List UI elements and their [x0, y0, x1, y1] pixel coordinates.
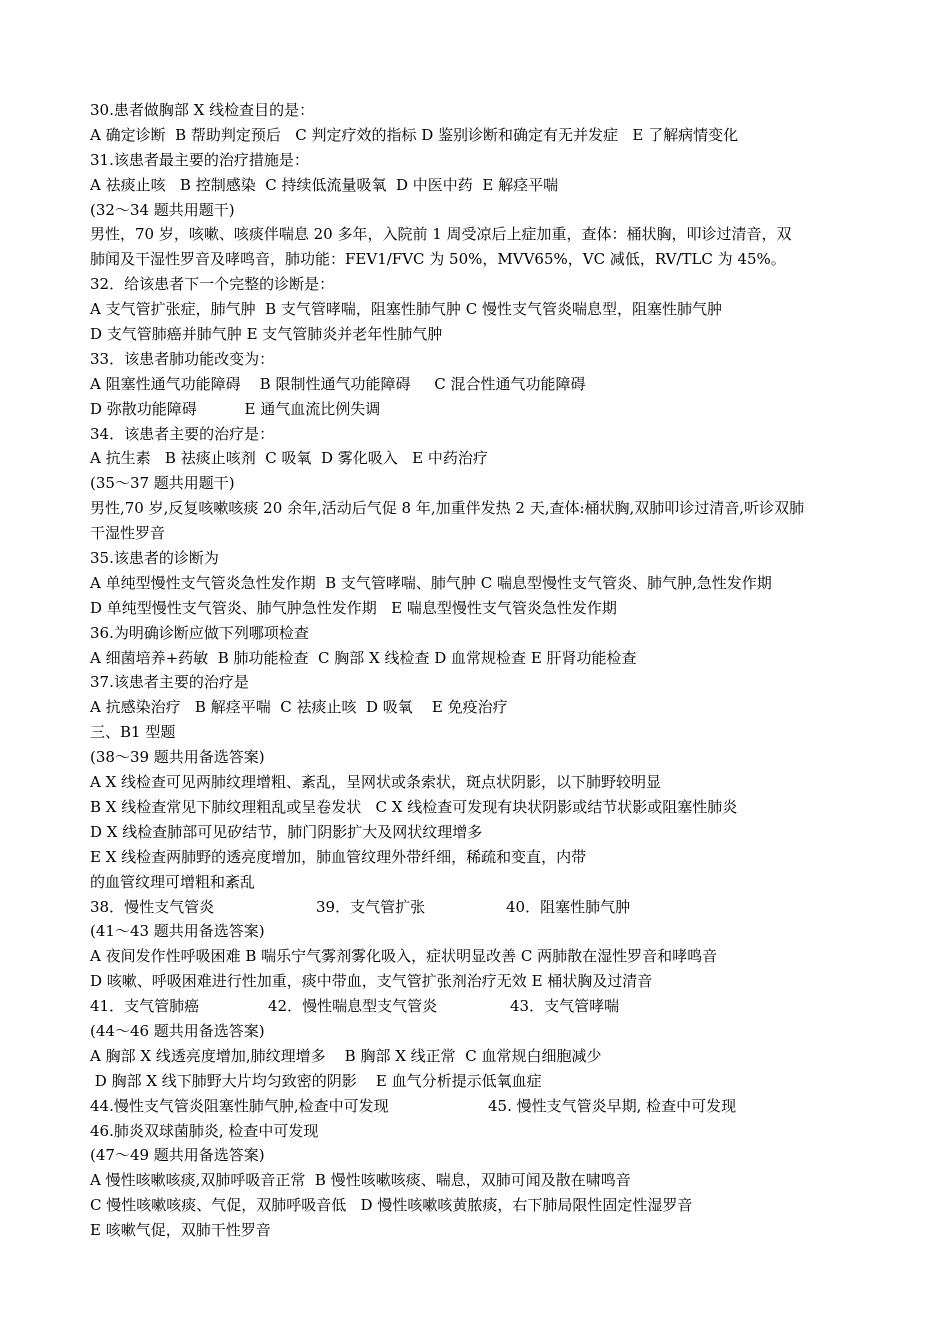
question-35-options-line-2: D 单纯型慢性支气管炎、肺气肿急性发作期 E 喘息型慢性支气管炎急性发作期	[90, 598, 617, 617]
group-32-34-header: (32～34 题共用题干)	[90, 200, 235, 219]
question-37-options: A 抗感染治疗 B 解痉平喘 C 祛痰止咳 D 吸氧 E 免疫治疗	[90, 698, 508, 717]
question-46: 46.肺炎双球菌肺炎, 检查中可发现	[90, 1121, 319, 1140]
group-38-39-option-bc: B X 线检查常见下肺纹理粗乱或呈卷发状 C X 线检查可发现有块状阴影或结节状影或阻塞性肺炎	[90, 797, 738, 816]
question-33-stem: 33．该患者肺功能改变为：	[90, 349, 275, 368]
group-38-39-option-d: D X 线检查肺部可见矽结节，肺门阴影扩大及网状纹理增多	[90, 822, 483, 841]
group-41-43-options-line-2: D 咳嗽、呼吸困难进行性加重，痰中带血，支气管扩张剂治疗无效 E 桶状胸及过清音	[90, 972, 653, 991]
questions-38-40-row	[90, 895, 870, 920]
group-47-49-header: (47～49 题共用备选答案)	[90, 1146, 265, 1165]
group-38-39-header: (38～39 题共用备选答案)	[90, 748, 265, 767]
question-45: 45. 慢性支气管炎早期, 检查中可发现	[488, 1096, 737, 1115]
group-32-34-case-line-1: 男性，70 岁，咳嗽、咳痰伴喘息 20 多年，入院前 1 周受凉后上症加重，查体：桶状胸，叩诊过清音，双	[90, 225, 792, 244]
question-35-options-line-1: A 单纯型慢性支气管炎急性发作期 B 支气管哮喘、肺气肿 C 喘息型慢性支气管炎、肺气肿,急性发作期	[90, 573, 772, 592]
group-47-49-options-line-3: E 咳嗽气促，双肺干性罗音	[90, 1221, 271, 1240]
group-35-37-case-line-2: 干湿性罗音	[90, 524, 166, 543]
question-36-stem: 36.为明确诊断应做下列哪项检查	[90, 623, 309, 642]
questions-44-45-row	[90, 1094, 870, 1119]
document-page	[90, 98, 870, 1243]
question-30-options: A 确定诊断 B 帮助判定预后 C 判定疗效的指标 D 鉴别诊断和确定有无并发症 E 了解病情变化	[90, 125, 739, 144]
question-36-options: A 细菌培养+药敏 B 肺功能检查 C 胸部 X 线检查 D 血常规检查 E 肝肾功能检查	[90, 648, 637, 667]
question-34-options: A 抗生素 B 祛痰止咳剂 C 吸氧 D 雾化吸入 E 中药治疗	[90, 449, 488, 468]
group-47-49-options-line-2: C 慢性咳嗽咳痰、气促，双肺呼吸音低 D 慢性咳嗽咳黄脓痰，右下肺局限性固定性湿罗音	[90, 1196, 693, 1215]
group-44-46-header: (44～46 题共用备选答案)	[90, 1021, 265, 1040]
question-44: 44.慢性支气管炎阻塞性肺气肿,检查中可发现	[90, 1096, 389, 1115]
question-32-stem: 32．给该患者下一个完整的诊断是：	[90, 275, 335, 294]
group-41-43-options-line-1: A 夜间发作性呼吸困难 B 喘乐宁气雾剂雾化吸入，症状明显改善 C 两肺散在湿性罗音和哮鸣音	[90, 947, 718, 966]
question-38: 38．慢性支气管炎	[90, 897, 215, 916]
group-35-37-header: (35～37 题共用题干)	[90, 474, 235, 493]
question-30-stem: 30.患者做胸部 X 线检查目的是：	[90, 101, 315, 119]
group-38-39-option-e-line-1: E X 线检查两肺野的透亮度增加，肺血管纹理外带纤细，稀疏和变直，内带	[90, 847, 587, 866]
section-b1-heading: 三、B1 型题	[90, 723, 176, 742]
question-31-options: A 祛痰止咳 B 控制感染 C 持续低流量吸氧 D 中医中药 E 解痉平喘	[90, 175, 559, 194]
question-40: 40．阻塞性肺气肿	[506, 897, 631, 916]
question-35-stem: 35.该患者的诊断为	[90, 549, 219, 568]
group-32-34-case-line-2: 肺闻及干湿性罗音及哮鸣音，肺功能：FEV1/FVC 为 50%，MVV65%，VC 减低，RV/TLC 为 45%。	[90, 250, 786, 269]
group-44-46-options-line-2: D 胸部 X 线下肺野大片均匀致密的阴影 E 血气分析提示低氧血症	[90, 1071, 542, 1090]
question-34-stem: 34．该患者主要的治疗是：	[90, 424, 275, 443]
question-31-stem: 31.该患者最主要的治疗措施是：	[90, 150, 309, 169]
question-33-options-line-2: D 弥散功能障碍 E 通气血流比例失调	[90, 399, 381, 418]
group-47-49-options-line-1: A 慢性咳嗽咳痰,双肺呼吸音正常 B 慢性咳嗽咳痰、喘息，双肺可闻及散在啸鸣音	[90, 1171, 631, 1190]
group-38-39-option-e-line-2: 的血管纹理可增粗和紊乱	[90, 872, 256, 891]
group-44-46-options-line-1: A 胸部 X 线透亮度增加,肺纹理增多 B 胸部 X 线正常 C 血常规白细胞减少	[90, 1046, 602, 1065]
question-43: 43．支气管哮喘	[510, 997, 620, 1016]
question-32-options-line-1: A 支气管扩张症，肺气肿 B 支气管哮喘，阻塞性肺气肿 C 慢性支气管炎喘息型，阻塞性肺气肿	[90, 300, 722, 319]
group-38-39-option-a: A X 线检查可见两肺纹理增粗、紊乱，呈网状或条索状，斑点状阴影，以下肺野较明显	[90, 773, 662, 792]
question-37-stem: 37.该患者主要的治疗是	[90, 673, 249, 692]
question-42: 42．慢性喘息型支气管炎	[268, 997, 438, 1016]
question-39: 39．支气管扩张	[316, 897, 426, 916]
question-32-options-line-2: D 支气管肺癌并肺气肿 E 支气管肺炎并老年性肺气肿	[90, 325, 443, 344]
question-41: 41．支气管肺癌	[90, 997, 200, 1016]
group-41-43-header: (41～43 题共用备选答案)	[90, 922, 265, 941]
group-35-37-case-line-1: 男性,70 岁,反复咳嗽咳痰 20 余年,活动后气促 8 年,加重伴发热 2 天,查体:桶状胸,双肺叩诊过清音,听诊双肺	[90, 499, 805, 518]
questions-41-43-row	[90, 994, 870, 1019]
question-33-options-line-1: A 阻塞性通气功能障碍 B 限制性通气功能障碍 C 混合性通气功能障碍	[90, 374, 586, 393]
